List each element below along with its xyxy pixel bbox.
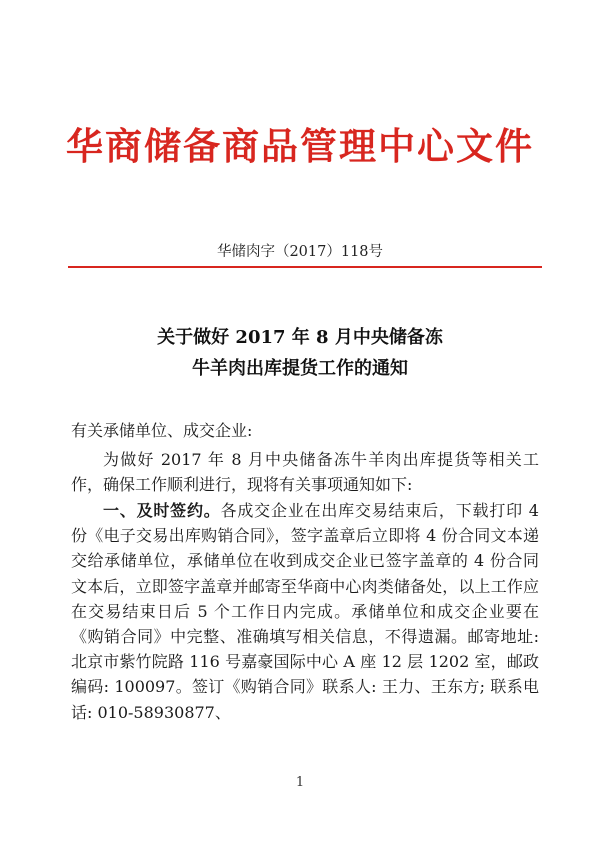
section-1-text: 各成交企业在出库交易结束后，下载打印 4 份《电子交易出库购销合同》，签字盖章后立即将 4 份合同文本递交给承储单位，承储单位在收到成交企业已签字盖章的 4 份合同文本后，立即签字盖章并邮寄至华商中心肉类储备处，以上工作应在交易结束日后 5 个工作日内完成。承储单位和成交企业要在《购销合同》中完整、准确填写相关信息，不得遗漏。邮寄地址: 北京市紫竹院路 116 号嘉豪国际中心 A 座 12 层 1202 室，邮政编码: 100097。签订《购销合同》联系人: 王力、王东方; 联系电话: 010-58930877、 [71,501,539,722]
org-title: 华商储备商品管理中心文件 [66,125,534,168]
section-1-paragraph [71,498,539,725]
notice-title-line-1: 关于做好 2017 年 8 月中央储备冻 [157,327,443,348]
notice-title-line-2: 牛羊肉出库提货工作的通知 [192,358,408,379]
section-1-heading: 一、及时签约。 [103,501,221,520]
document-number: 华储肉字（2017）118号 [216,244,384,260]
red-divider-line [68,266,542,268]
page-number: 1 [295,775,305,790]
salutation: 有关承储单位、成交企业: [71,421,253,440]
intro-paragraph: 为做好 2017 年 8 月中央储备冻牛羊肉出库提货等相关工作，确保工作顺利进行，现将有关事项通知如下: [71,450,539,495]
